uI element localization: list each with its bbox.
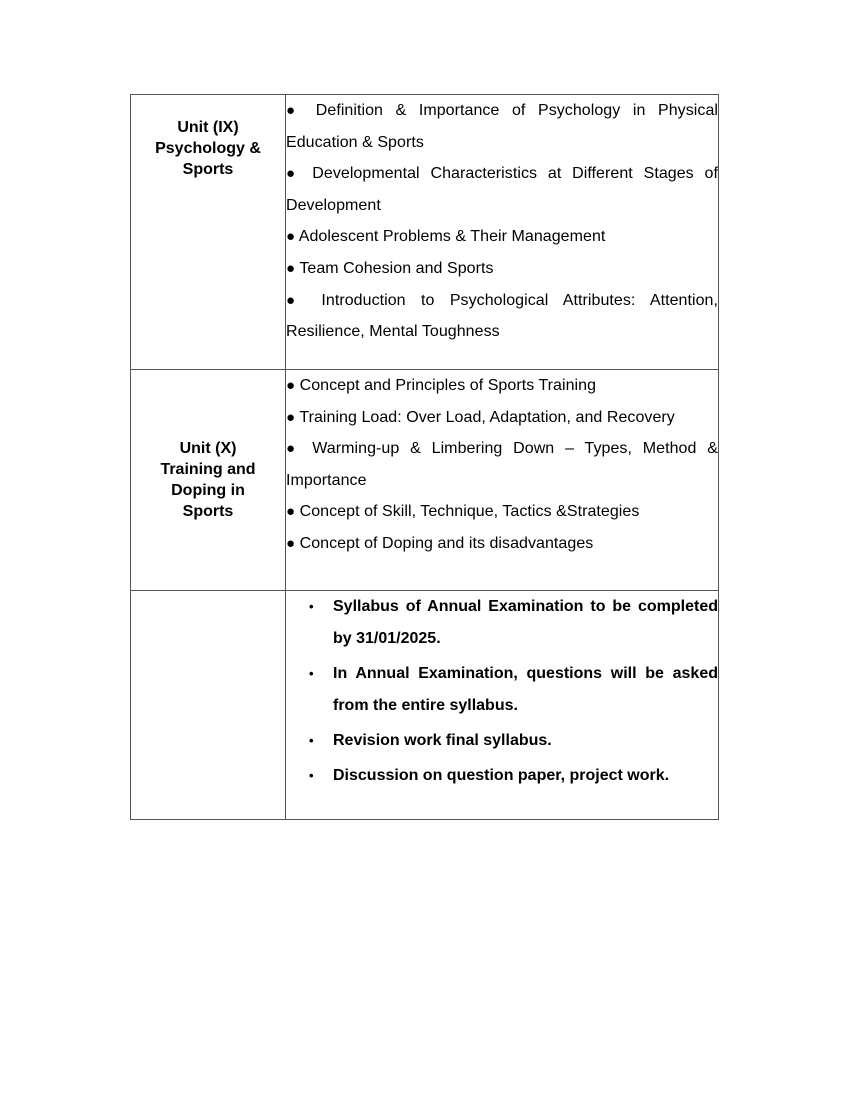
notes-list — [286, 591, 718, 792]
unit-title-line: Sports — [182, 503, 234, 520]
note-item — [309, 591, 718, 655]
note-item — [309, 725, 718, 757]
table-row — [131, 370, 719, 591]
bullet-icon: • — [309, 599, 314, 614]
bullet-icon: ● — [286, 377, 296, 394]
topic-text: Introduction to Psychological Attributes: Attention, Resilience, Mental Toughness — [286, 291, 718, 341]
table-row — [131, 95, 719, 370]
bullet-icon: ● — [286, 165, 302, 183]
topic-text: Concept and Principles of Sports Training — [299, 377, 597, 394]
topic-item — [286, 402, 718, 434]
unit-title-line: Sports — [182, 161, 234, 178]
topic-text: Developmental Characteristics at Different Stages of Development — [286, 165, 718, 214]
topic-item — [286, 95, 718, 158]
empty-unit-cell — [131, 591, 286, 820]
unit-title-line: Unit (X) — [179, 440, 237, 457]
topic-item — [286, 221, 718, 253]
unit-cell — [131, 370, 286, 591]
bullet-icon: • — [309, 768, 314, 783]
note-text: Discussion on question paper, project work. — [333, 767, 670, 784]
unit-title-line: Psychology & — [155, 140, 261, 157]
note-text: Syllabus of Annual Examination to be completed by 31/01/2025. — [333, 598, 718, 647]
notes-cell — [286, 591, 719, 820]
topic-text: Team Cohesion and Sports — [299, 259, 494, 277]
topic-text: Warming-up & Limbering Down – Types, Method & Importance — [286, 440, 718, 489]
unit-cell — [131, 95, 286, 370]
bullet-icon: ● — [286, 503, 296, 521]
bullet-icon: ● — [286, 408, 296, 426]
note-item — [309, 760, 718, 792]
bullet-icon: ● — [286, 228, 296, 246]
bullet-icon: ● — [286, 259, 296, 277]
topics-cell — [286, 370, 719, 591]
table-row — [131, 591, 719, 820]
topic-item — [286, 370, 718, 402]
notes-wrap — [286, 591, 718, 792]
syllabus-table — [130, 94, 719, 820]
topic-item — [286, 433, 718, 496]
unit-title-line: Unit (IX) — [177, 119, 239, 136]
note-text: Revision work final syllabus. — [333, 732, 552, 749]
topic-text: Training Load: Over Load, Adaptation, and Recovery — [299, 408, 675, 426]
topic-item — [286, 496, 718, 528]
topic-item — [286, 285, 718, 348]
unit-title-line: Training and — [160, 461, 256, 478]
topic-text: Definition & Importance of Psychology in Physical Education & Sports — [286, 102, 718, 151]
note-text: In Annual Examination, questions will be asked from the entire syllabus. — [333, 665, 718, 714]
bullet-icon: ● — [286, 102, 304, 119]
topic-text: Concept of Doping and its disadvantages — [299, 534, 594, 552]
bullet-icon: • — [309, 733, 314, 748]
topic-item — [286, 158, 718, 221]
topic-text: Concept of Skill, Technique, Tactics &Strategies — [299, 503, 640, 521]
bullet-icon: ● — [286, 440, 302, 458]
topics-cell — [286, 95, 719, 370]
bullet-icon: ● — [286, 291, 307, 309]
bullet-icon: • — [309, 666, 314, 681]
note-item — [309, 658, 718, 722]
topic-item — [286, 253, 718, 285]
topic-item — [286, 528, 718, 560]
topic-text: Adolescent Problems & Their Management — [298, 228, 606, 246]
unit-title-line: Doping in — [171, 482, 245, 499]
bullet-icon: ● — [286, 534, 296, 552]
